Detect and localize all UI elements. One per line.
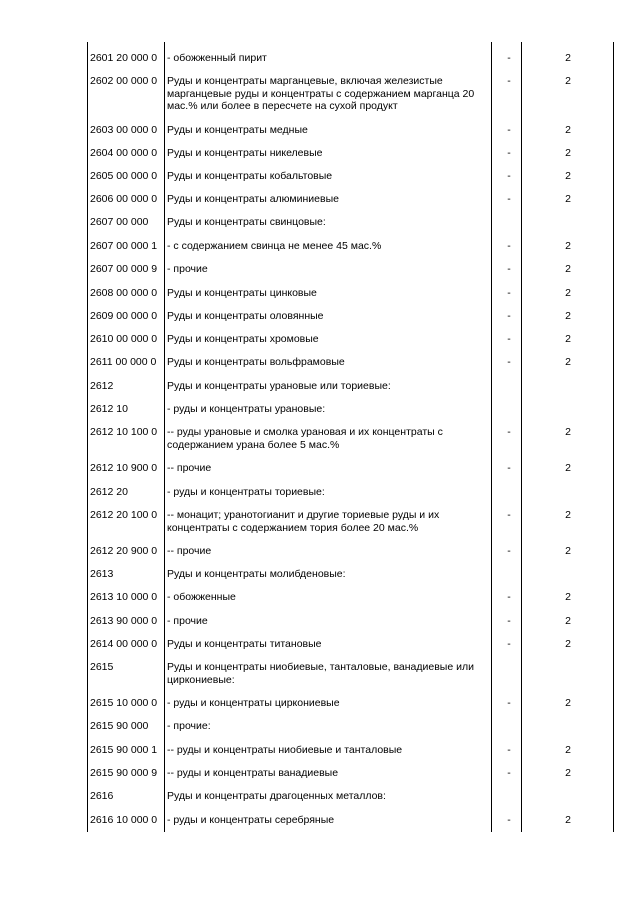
tariff-code: 2614 00 000 0 (90, 638, 158, 650)
tariff-code: 2612 (90, 380, 114, 392)
goods-description: -- прочие (167, 462, 212, 474)
goods-description: Руды и концентраты вольфрамовые (167, 356, 345, 368)
supplementary-unit: - (507, 426, 511, 438)
supplementary-unit: - (507, 697, 511, 709)
duty-rate: 2 (565, 263, 571, 275)
supplementary-unit: - (507, 356, 511, 368)
tariff-code: 2604 00 000 0 (90, 147, 158, 159)
goods-description: Руды и концентраты молибденовые: (167, 568, 346, 580)
goods-description: - с содержанием свинца не менее 45 мас.% (167, 240, 382, 252)
goods-description: Руды и концентраты титановые (167, 638, 322, 650)
goods-description: Руды и концентраты оловянные (167, 310, 324, 322)
tariff-code: 2613 (90, 568, 114, 580)
supplementary-unit: - (507, 75, 511, 87)
tariff-code: 2606 00 000 0 (90, 193, 158, 205)
tariff-code: 2616 10 000 0 (90, 814, 158, 826)
supplementary-unit: - (507, 638, 511, 650)
table-border-left (87, 42, 88, 832)
supplementary-unit: - (507, 333, 511, 345)
duty-rate: 2 (565, 744, 571, 756)
supplementary-unit: - (507, 170, 511, 182)
supplementary-unit: - (507, 193, 511, 205)
tariff-code: 2610 00 000 0 (90, 333, 158, 345)
goods-description: Руды и концентраты урановые или ториевые: (167, 380, 391, 392)
tariff-code: 2607 00 000 9 (90, 263, 158, 275)
goods-description: Руды и концентраты ниобиевые, танталовые, ванадиевые или циркониевые: (167, 661, 474, 686)
goods-description: -- прочие (167, 545, 212, 557)
tariff-code: 2613 90 000 0 (90, 615, 158, 627)
duty-rate: 2 (565, 124, 571, 136)
duty-rate: 2 (565, 426, 571, 438)
tariff-code: 2609 00 000 0 (90, 310, 158, 322)
goods-description: - руды и концентраты урановые: (167, 403, 326, 415)
tariff-code: 2601 20 000 0 (90, 52, 158, 64)
goods-description: Руды и концентраты никелевые (167, 147, 323, 159)
goods-description: - обожженный пирит (167, 52, 267, 64)
supplementary-unit: - (507, 814, 511, 826)
supplementary-unit: - (507, 263, 511, 275)
goods-description: - руды и концентраты циркониевые (167, 697, 340, 709)
tariff-code: 2612 10 (90, 403, 128, 415)
tariff-code: 2603 00 000 0 (90, 124, 158, 136)
goods-description: Руды и концентраты цинковые (167, 287, 317, 299)
goods-description: -- руды урановые и смолка урановая и их концентраты с содержанием урана более 5 мас.% (167, 426, 443, 451)
tariff-code: 2611 00 000 0 (90, 356, 157, 368)
duty-rate: 2 (565, 462, 571, 474)
duty-rate: 2 (565, 767, 571, 779)
duty-rate: 2 (565, 287, 571, 299)
goods-description: - обожженные (167, 591, 236, 603)
supplementary-unit: - (507, 591, 511, 603)
duty-rate: 2 (565, 170, 571, 182)
tariff-code: 2608 00 000 0 (90, 287, 158, 299)
goods-description: - руды и концентраты серебряные (167, 814, 335, 826)
tariff-code: 2615 90 000 (90, 720, 149, 732)
goods-description: - прочие (167, 263, 208, 275)
goods-description: Руды и концентраты марганцевые, включая железистые марганцевые руды и концентраты с содержанием марганца 20 мас.% или более в пересчете на сухой продукт (167, 75, 475, 112)
table-border-right (613, 42, 614, 832)
column-divider-duty (521, 42, 522, 832)
duty-rate: 2 (565, 509, 571, 521)
duty-rate: 2 (565, 52, 571, 64)
supplementary-unit: - (507, 240, 511, 252)
column-divider-code (164, 42, 165, 832)
duty-rate: 2 (565, 147, 571, 159)
tariff-code: 2615 (90, 661, 114, 673)
tariff-code: 2612 10 100 0 (90, 426, 158, 438)
goods-description: -- монацит; уранотогианит и другие ториевые руды и их концентраты с содержанием тория более 20 мас.% (167, 509, 440, 534)
supplementary-unit: - (507, 287, 511, 299)
supplementary-unit: - (507, 545, 511, 557)
supplementary-unit: - (507, 509, 511, 521)
goods-description: -- руды и концентраты ниобиевые и танталовые (167, 744, 403, 756)
goods-description: Руды и концентраты медные (167, 124, 308, 136)
tariff-code: 2607 00 000 1 (90, 240, 158, 252)
column-divider-description (491, 42, 492, 832)
supplementary-unit: - (507, 52, 511, 64)
tariff-code: 2613 10 000 0 (90, 591, 158, 603)
goods-description: - прочие (167, 615, 208, 627)
duty-rate: 2 (565, 193, 571, 205)
tariff-code: 2612 20 100 0 (90, 509, 158, 521)
goods-description: -- руды и концентраты ванадиевые (167, 767, 339, 779)
duty-rate: 2 (565, 638, 571, 650)
tariff-code: 2612 10 900 0 (90, 462, 158, 474)
tariff-code: 2602 00 000 0 (90, 75, 158, 87)
tariff-code: 2615 10 000 0 (90, 697, 158, 709)
duty-rate: 2 (565, 240, 571, 252)
supplementary-unit: - (507, 124, 511, 136)
goods-description: Руды и концентраты алюминиевые (167, 193, 339, 205)
goods-description: - руды и концентраты ториевые: (167, 486, 325, 498)
supplementary-unit: - (507, 767, 511, 779)
duty-rate: 2 (565, 356, 571, 368)
goods-description: Руды и концентраты драгоценных металлов: (167, 790, 386, 802)
tariff-code: 2616 (90, 790, 114, 802)
supplementary-unit: - (507, 615, 511, 627)
supplementary-unit: - (507, 462, 511, 474)
duty-rate: 2 (565, 591, 571, 603)
duty-rate: 2 (565, 697, 571, 709)
duty-rate: 2 (565, 310, 571, 322)
supplementary-unit: - (507, 147, 511, 159)
duty-rate: 2 (565, 615, 571, 627)
goods-description: Руды и концентраты кобальтовые (167, 170, 333, 182)
tariff-code: 2612 20 900 0 (90, 545, 158, 557)
goods-description: - прочие: (167, 720, 211, 732)
tariff-code: 2607 00 000 (90, 216, 149, 228)
tariff-code: 2615 90 000 9 (90, 767, 158, 779)
tariff-code: 2605 00 000 0 (90, 170, 158, 182)
supplementary-unit: - (507, 744, 511, 756)
duty-rate: 2 (565, 333, 571, 345)
tariff-code: 2612 20 (90, 486, 128, 498)
supplementary-unit: - (507, 310, 511, 322)
duty-rate: 2 (565, 545, 571, 557)
goods-description: Руды и концентраты свинцовые: (167, 216, 326, 228)
duty-rate: 2 (565, 75, 571, 87)
goods-description: Руды и концентраты хромовые (167, 333, 319, 345)
duty-rate: 2 (565, 814, 571, 826)
tariff-code: 2615 90 000 1 (90, 744, 158, 756)
